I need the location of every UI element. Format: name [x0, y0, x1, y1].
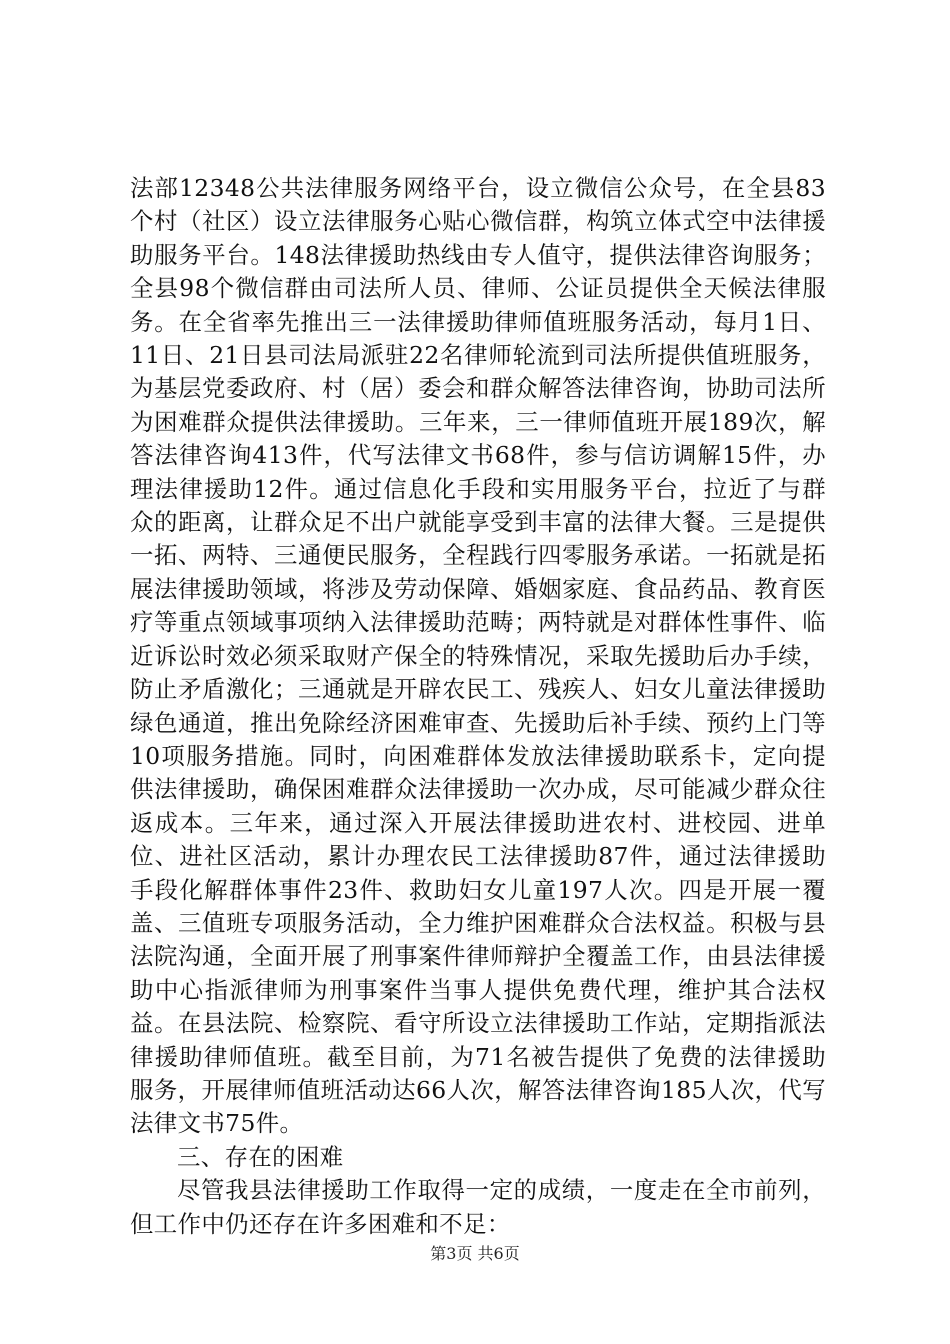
- paragraph-difficulties-intro: 尽管我县法律援助工作取得一定的成绩，一度走在全市前列，但工作中仍还存在许多困难和不足：: [130, 1176, 826, 1238]
- document-body: [130, 172, 826, 1241]
- page-footer: [0, 1244, 950, 1264]
- section-heading: 三、存在的困难: [177, 1142, 344, 1171]
- paragraph-continuation: 法部12348公共法律服务网络平台，设立微信公众号，在全县83个村（社区）设立法律服务心贴心微信群，构筑立体式空中法律援助服务平台。148法律援助热线由专人值守，提供法律咨询服务；全县98个微信群由司法所人员、律师、公证员提供全天候法律服务。在全省率先推出三一法律援助律师值班服务活动，每月1日、11日、21日县司法局派驻22名律师轮流到司法所提供值班服务，为基层党委政府、村（居）委会和群众解答法律咨询，协助司法所为困难群众提供法律援助。三年来，三一律师值班开展189次，解答法律咨询413件，代写法律文书68件，参与信访调解15件，办理法律援助12件。通过信息化手段和实用服务平台，拉近了与群众的距离，让群众足不出户就能享受到丰富的法律大餐。三是提供一拓、两特、三通便民服务，全程践行四零服务承诺。一拓就是拓展法律援助领域，将涉及劳动保障、婚姻家庭、食品药品、教育医疗等重点领域事项纳入法律援助范畴；两特就是对群体性事件、临近诉讼时效必须采取财产保全的特殊情况，采取先援助后办手续，防止矛盾激化；三通就是开辟农民工、残疾人、妇女儿童法律援助绿色通道，推出免除经济困难审查、先援助后补手续、预约上门等10项服务措施。同时，向困难群体发放法律援助联系卡，定向提供法律援助，确保困难群众法律援助一次办成，尽可能减少群众往返成本。三年来，通过深入开展法律援助进农村、进校园、进单位、进社区活动，累计办理农民工法律援助87件，通过法律援助手段化解群体事件23件、救助妇女儿童197人次。四是开展一覆盖、三值班专项服务活动，全力维护困难群众合法权益。积极与县法院沟通，全面开展了刑事案件律师辩护全覆盖工作，由县法律援助中心指派律师为刑事案件当事人提供免费代理，维护其合法权益。在县法院、检察院、看守所设立法律援助工作站，定期指派法律援助律师值班。截至目前，为71名被告提供了免费的法律援助服务，开展律师值班活动达66人次，解答法律咨询185人次，代写法律文书75件。: [130, 174, 826, 1138]
- page-number-label: 第3页 共6页: [430, 1244, 520, 1263]
